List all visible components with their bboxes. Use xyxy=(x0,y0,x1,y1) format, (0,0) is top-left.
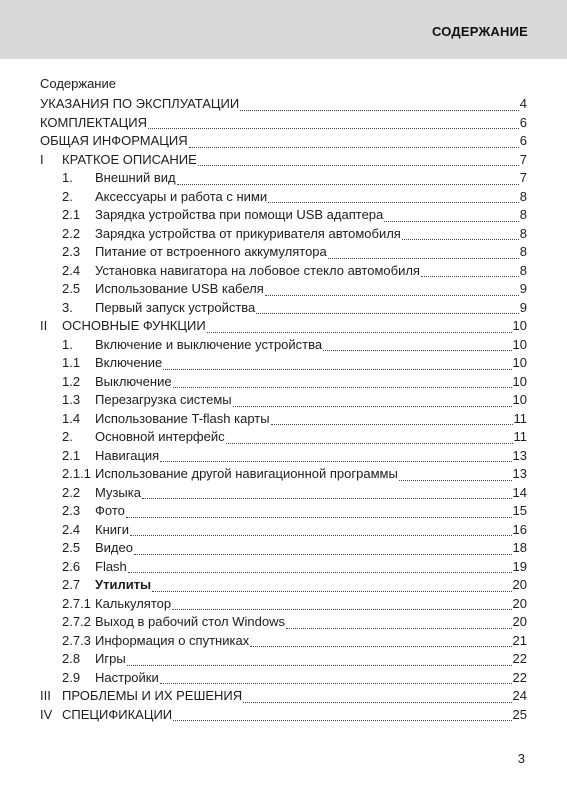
toc-entry-title: Настройки xyxy=(95,669,159,685)
toc-entry-leader-dots xyxy=(160,673,512,684)
toc-entry[interactable] xyxy=(40,632,527,651)
toc-entry-leader-dots xyxy=(384,211,518,222)
toc-entry-number: 2.5 xyxy=(62,540,81,555)
toc-entry-number: 2. xyxy=(62,429,73,444)
toc-entry-title: Утилиты xyxy=(95,577,152,592)
toc-entry-number: II xyxy=(40,318,48,333)
toc-entry-leader-dots xyxy=(399,470,512,481)
toc-entry-number: 2.6 xyxy=(62,558,81,574)
toc-entry-leader-dots xyxy=(323,340,511,351)
toc-entry-title: СПЕЦИФИКАЦИИ xyxy=(62,706,173,722)
toc-entry-number: 2. xyxy=(62,188,73,204)
toc-entry[interactable] xyxy=(40,521,527,540)
toc-entry-page: 13 xyxy=(512,447,527,463)
toc-entry-page: 10 xyxy=(512,392,527,407)
toc-entry-number: 2.9 xyxy=(62,669,81,685)
toc-entry-page: 10 xyxy=(512,318,527,333)
toc-entry[interactable] xyxy=(40,225,527,244)
toc-entry-leader-dots xyxy=(250,636,511,647)
toc-entry-title: Информация о спутниках xyxy=(95,632,250,648)
page-header xyxy=(0,0,567,59)
toc-entry-page: 11 xyxy=(513,410,527,426)
toc-entry[interactable] xyxy=(40,539,527,558)
toc-entry-page: 10 xyxy=(512,355,527,370)
toc-entry-leader-dots xyxy=(226,433,513,444)
toc-entry[interactable] xyxy=(40,576,527,595)
toc-entry-leader-dots xyxy=(256,303,518,314)
toc-entry-page: 24 xyxy=(512,688,527,703)
toc-entry-page: 8 xyxy=(519,262,527,278)
toc-entry-title: Установка навигатора на лобовое стекло автомобиля xyxy=(95,262,420,278)
toc-entry-number: I xyxy=(40,151,44,167)
toc-entry-title: Выход в рабочий стол Windows xyxy=(95,614,285,629)
toc-entry-number: 1.4 xyxy=(62,410,81,426)
toc-entry-number: 1.1 xyxy=(62,355,81,370)
toc-entry-number: 1.2 xyxy=(62,373,81,389)
toc-entry-title: Навигация xyxy=(95,447,160,463)
toc-entry-page: 16 xyxy=(512,521,527,537)
toc-entry-page: 10 xyxy=(512,336,527,352)
toc-entry-page: 8 xyxy=(519,225,527,241)
toc-entry-number: IV xyxy=(40,706,53,722)
toc-entry-leader-dots xyxy=(152,581,511,592)
toc-entry-page: 7 xyxy=(519,151,527,167)
toc-entry-number: 2.5 xyxy=(62,281,81,296)
header-title: СОДЕРЖАНИЕ xyxy=(432,24,528,39)
toc-entry[interactable] xyxy=(40,687,527,706)
toc-entry-title: Зарядка устройства при помощи USB адаптера xyxy=(95,207,384,222)
toc-entry-number: 2.1.1 xyxy=(62,466,91,481)
toc-entry-page: 9 xyxy=(519,281,527,296)
toc-entry[interactable] xyxy=(40,354,527,373)
toc-entry-title: Включение xyxy=(95,355,163,370)
toc-entry-title: КРАТКОЕ ОПИСАНИЕ xyxy=(62,151,197,167)
toc-entry[interactable] xyxy=(40,132,527,151)
toc-entry[interactable] xyxy=(40,669,527,688)
toc-entry-number: 2.8 xyxy=(62,651,81,666)
toc-entry[interactable] xyxy=(40,243,527,262)
toc-entry-page: 20 xyxy=(512,614,527,629)
toc-entry-title: Использование USB кабеля xyxy=(95,281,264,296)
toc-entry-number: 1. xyxy=(62,336,73,352)
toc-entry-page: 6 xyxy=(519,114,527,130)
toc-entry-title: Использование другой навигационной программы xyxy=(95,466,398,481)
toc-entry-page: 19 xyxy=(512,558,527,574)
toc-entry-title: Выключение xyxy=(95,373,172,389)
toc-entry-leader-dots xyxy=(127,655,512,666)
toc-entry-number: 2.2 xyxy=(62,484,81,500)
toc-entry-page: 25 xyxy=(512,706,527,722)
toc-entry-leader-dots xyxy=(233,396,512,407)
toc-entry-number: 2.4 xyxy=(62,521,81,537)
toc-entry-page: 14 xyxy=(512,484,527,500)
toc-entry-title: ПРОБЛЕМЫ И ИХ РЕШЕНИЯ xyxy=(62,688,243,703)
toc-entry-number: 2.3 xyxy=(62,503,81,518)
toc-entry-title: Фото xyxy=(95,503,125,518)
toc-entry[interactable] xyxy=(40,502,527,521)
toc-entry[interactable] xyxy=(40,410,527,429)
toc-entry-page: 8 xyxy=(519,207,527,222)
toc-entry[interactable] xyxy=(40,151,527,170)
toc-entry-leader-dots xyxy=(173,710,511,721)
toc-entry-leader-dots xyxy=(207,322,512,333)
toc-entry[interactable] xyxy=(40,262,527,281)
toc-entry-title: Перезагрузка системы xyxy=(95,392,232,407)
toc-entry-leader-dots xyxy=(160,451,511,462)
toc-entry-page: 21 xyxy=(512,632,527,648)
toc-entry-number: 1. xyxy=(62,170,73,185)
table-of-contents xyxy=(40,95,527,724)
toc-entry-number: 1.3 xyxy=(62,392,81,407)
toc-entry-page: 9 xyxy=(519,299,527,315)
page-number: 3 xyxy=(517,751,525,766)
toc-entry-page: 22 xyxy=(512,651,527,666)
toc-entry[interactable] xyxy=(40,95,527,114)
toc-entry-page: 15 xyxy=(512,503,527,518)
toc-entry-title: Использование T-flash карты xyxy=(95,410,270,426)
toc-entry[interactable] xyxy=(40,373,527,392)
toc-entry-title: ОБЩАЯ ИНФОРМАЦИЯ xyxy=(40,133,188,148)
toc-entry-number: 2.4 xyxy=(62,262,81,278)
toc-entry-leader-dots xyxy=(268,192,519,203)
toc-entry-title: Калькулятор xyxy=(95,595,172,611)
toc-entry-leader-dots xyxy=(163,359,511,370)
toc-entry-leader-dots xyxy=(402,229,519,240)
toc-entry-leader-dots xyxy=(172,599,511,610)
toc-entry-leader-dots xyxy=(134,544,512,555)
toc-entry-page: 7 xyxy=(519,170,527,185)
toc-entry-title: Внешний вид xyxy=(95,170,176,185)
toc-entry-title: Музыка xyxy=(95,484,141,500)
toc-entry-number: 2.3 xyxy=(62,244,81,259)
toc-entry-leader-dots xyxy=(148,118,519,129)
toc-entry[interactable] xyxy=(40,706,527,725)
toc-entry-leader-dots xyxy=(243,692,511,703)
toc-entry-page: 13 xyxy=(512,466,527,481)
toc-entry[interactable] xyxy=(40,558,527,577)
toc-entry[interactable] xyxy=(40,188,527,207)
toc-entry-number: 2.7.2 xyxy=(62,614,91,629)
toc-entry-title: Питание от встроенного аккумулятора xyxy=(95,244,327,259)
toc-entry-page: 6 xyxy=(519,133,527,148)
toc-entry[interactable] xyxy=(40,447,527,466)
toc-entry-number: 2.2 xyxy=(62,225,81,241)
toc-entry-leader-dots xyxy=(142,488,512,499)
toc-entry-title: Аксессуары и работа с ними xyxy=(95,188,268,204)
toc-entry[interactable] xyxy=(40,299,527,318)
toc-entry-leader-dots xyxy=(421,266,519,277)
toc-entry-leader-dots xyxy=(328,248,519,259)
toc-entry-title: Первый запуск устройства xyxy=(95,299,256,315)
toc-entry-leader-dots xyxy=(286,618,512,629)
toc-entry-title: Основной интерфейс xyxy=(95,429,225,444)
toc-entry[interactable] xyxy=(40,484,527,503)
toc-entry[interactable] xyxy=(40,465,527,484)
toc-entry-leader-dots xyxy=(177,174,519,185)
toc-entry-number: 2.7 xyxy=(62,577,81,592)
toc-entry-leader-dots xyxy=(240,100,519,111)
toc-entry-leader-dots xyxy=(126,507,512,518)
toc-entry-leader-dots xyxy=(128,562,512,573)
toc-entry-leader-dots xyxy=(173,377,512,388)
toc-entry-number: 2.7.1 xyxy=(62,595,91,611)
toc-entry-page: 4 xyxy=(519,96,527,111)
toc-entry[interactable] xyxy=(40,613,527,632)
toc-entry-number: 2.1 xyxy=(62,447,81,463)
toc-entry[interactable] xyxy=(40,114,527,133)
toc-entry[interactable] xyxy=(40,317,527,336)
toc-entry[interactable] xyxy=(40,391,527,410)
toc-entry-leader-dots xyxy=(130,525,512,536)
toc-entry-page: 8 xyxy=(519,188,527,204)
toc-entry-number: 3. xyxy=(62,299,73,315)
toc-entry-number: 2.7.3 xyxy=(62,632,91,648)
toc-entry[interactable] xyxy=(40,595,527,614)
toc-entry-leader-dots xyxy=(265,285,519,296)
toc-entry[interactable] xyxy=(40,336,527,355)
toc-entry-title: Книги xyxy=(95,521,130,537)
toc-entry-page: 18 xyxy=(512,540,527,555)
toc-entry-page: 10 xyxy=(512,373,527,389)
toc-entry-title: УКАЗАНИЯ ПО ЭКСПЛУАТАЦИИ xyxy=(40,96,240,111)
toc-caption: Содержание xyxy=(40,76,116,91)
toc-entry-title: ОСНОВНЫЕ ФУНКЦИИ xyxy=(62,318,206,333)
toc-entry-title: КОМПЛЕКТАЦИЯ xyxy=(40,114,148,130)
toc-entry-page: 20 xyxy=(512,577,527,592)
toc-entry-title: Зарядка устройства от прикуривателя автомобиля xyxy=(95,225,401,241)
toc-entry-title: Включение и выключение устройства xyxy=(95,336,323,352)
toc-entry-page: 8 xyxy=(519,244,527,259)
toc-entry[interactable] xyxy=(40,169,527,188)
toc-entry[interactable] xyxy=(40,428,527,447)
toc-entry-number: 2.1 xyxy=(62,207,81,222)
toc-entry-page: 11 xyxy=(513,429,527,444)
toc-entry-page: 20 xyxy=(512,595,527,611)
toc-entry-leader-dots xyxy=(198,155,519,166)
toc-entry-title: Игры xyxy=(95,651,126,666)
toc-entry-leader-dots xyxy=(271,414,513,425)
toc-entry[interactable] xyxy=(40,650,527,669)
toc-entry-leader-dots xyxy=(189,137,519,148)
toc-entry[interactable] xyxy=(40,206,527,225)
toc-entry-number: III xyxy=(40,688,51,703)
toc-entry-title: Видео xyxy=(95,540,133,555)
toc-entry[interactable] xyxy=(40,280,527,299)
toc-entry-page: 22 xyxy=(512,669,527,685)
toc-entry-title: Flash xyxy=(95,558,127,574)
